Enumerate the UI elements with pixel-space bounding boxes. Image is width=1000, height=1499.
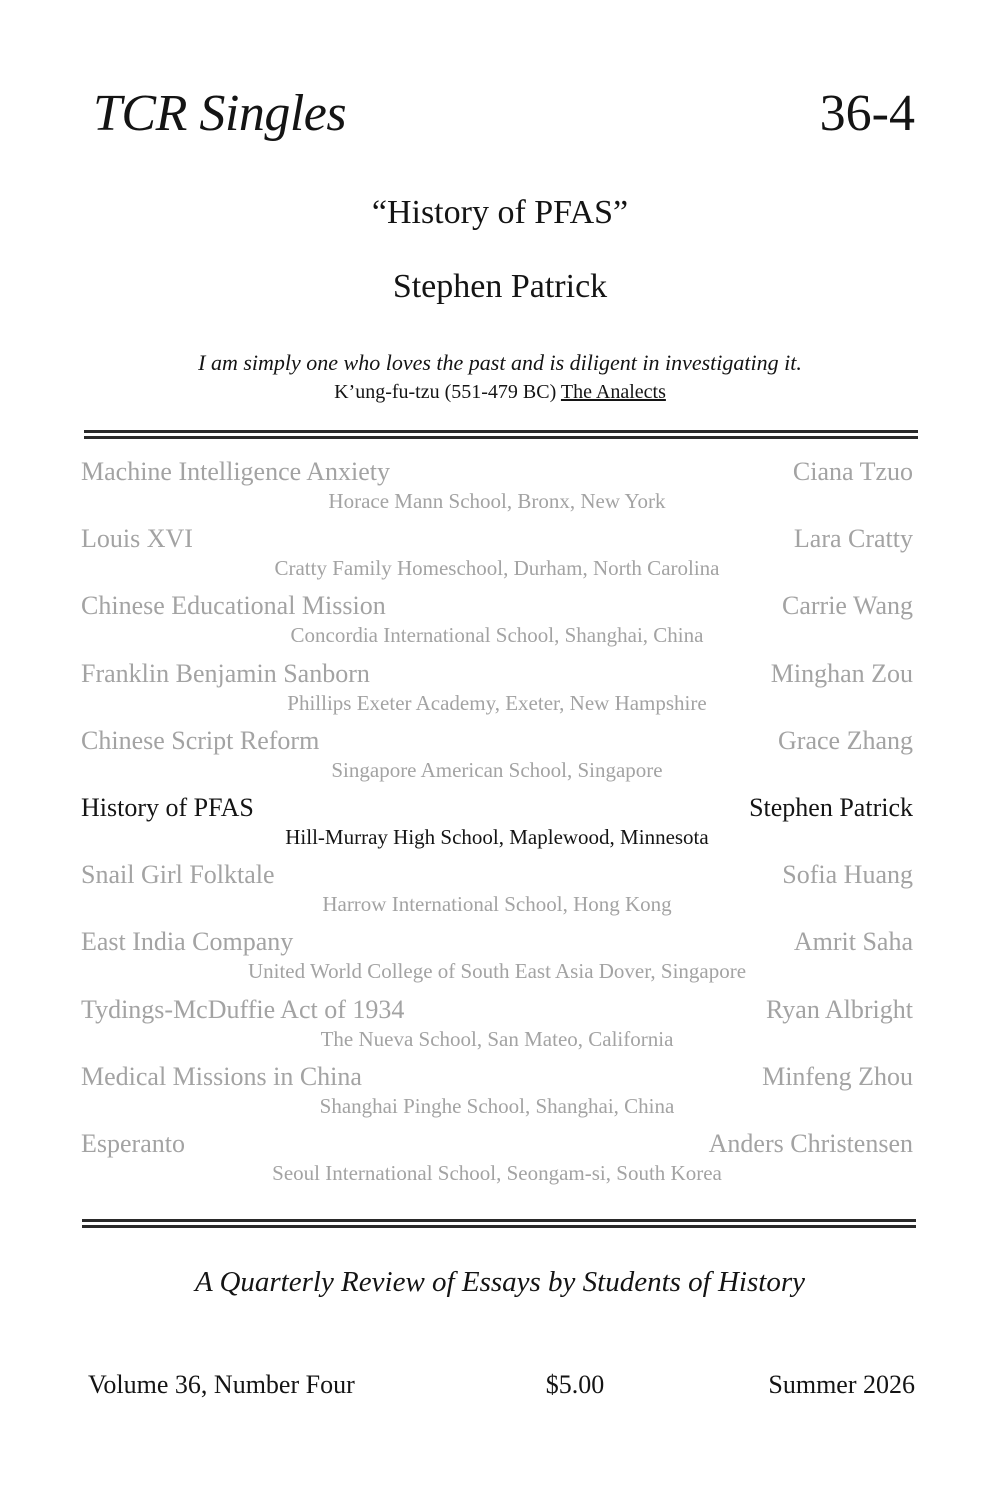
toc-entry-title: History of PFAS (81, 792, 254, 822)
footer-season: Summer 2026 (768, 1370, 915, 1399)
toc-entry (81, 996, 913, 1063)
toc-entry-author: Stephen Patrick (749, 792, 913, 822)
toc-entry-author: Grace Zhang (778, 725, 913, 755)
toc-entry-author: Ciana Tzuo (792, 457, 913, 486)
toc-entry-school: United World College of South East Asia Dover, Singapore (247, 959, 747, 984)
toc-entry-school: Cratty Family Homeschool, Durham, North Carolina (274, 556, 720, 581)
toc-entry-author: Ryan Albright (765, 994, 913, 1024)
toc-entry-author: Sofia Huang (782, 860, 913, 890)
double-rule-bottom (82, 1219, 916, 1228)
essay-author: Stephen Patrick (392, 268, 608, 305)
epigraph-quote: I am simply one who loves the past and is diligent in investigating it. (198, 350, 802, 375)
toc-entry (81, 727, 913, 794)
toc-entry-title: Chinese Educational Mission (81, 591, 386, 621)
toc-entry-author: Minfeng Zhou (762, 1061, 913, 1091)
epigraph-book: The Analects (560, 381, 666, 403)
toc-entry (81, 794, 913, 861)
toc-entry (81, 458, 913, 525)
toc-entry-title: Franklin Benjamin Sanborn (81, 658, 370, 688)
footer-volume: Volume 36, Number Four (88, 1370, 355, 1399)
toc-entry-school: Harrow International School, Hong Kong (322, 892, 672, 917)
toc-entry (81, 592, 913, 659)
toc-entry-title: Chinese Script Reform (81, 725, 320, 755)
toc-entry-title: Machine Intelligence Anxiety (81, 457, 391, 486)
toc-entry-title: Tydings-McDuffie Act of 1934 (81, 994, 405, 1024)
toc-entry-author: Amrit Saha (793, 927, 913, 957)
toc-entry-school: Horace Mann School, Bronx, New York (328, 489, 666, 513)
toc-entry-title: Medical Missions in China (81, 1061, 362, 1091)
toc-entry (81, 1063, 913, 1130)
toc-entry-school: Singapore American School, Singapore (331, 757, 663, 782)
double-rule-top (84, 430, 918, 439)
toc-entry-author: Minghan Zou (770, 658, 913, 688)
epigraph-attribution (0, 380, 1000, 404)
toc-entry-school: Concordia International School, Shanghai, China (290, 623, 704, 648)
tagline: A Quarterly Review of Essays by Students of History (195, 1266, 805, 1298)
toc-entry (81, 525, 913, 592)
epigraph-author: K’ung-fu-tzu (551-479 BC) (334, 381, 557, 403)
toc-entry-title: Snail Girl Folktale (81, 860, 275, 890)
essay-title: “History of PFAS” (371, 194, 629, 231)
footer-price: $5.00 (545, 1370, 605, 1399)
toc-entry-school: The Nueva School, San Mateo, California (320, 1026, 674, 1051)
series-title: TCR Singles (93, 85, 347, 142)
toc-entry-title: Esperanto (81, 1128, 185, 1158)
toc-entry-author: Carrie Wang (782, 591, 913, 621)
toc-entry-school: Seoul International School, Seongam-si, South Korea (272, 1160, 722, 1185)
toc-entry-title: Louis XVI (81, 524, 193, 554)
toc-entry-author: Anders Christensen (708, 1128, 913, 1158)
table-of-contents (81, 458, 913, 1197)
toc-entry (81, 1130, 913, 1197)
toc-entry-title: East India Company (81, 927, 294, 957)
toc-entry-school: Hill-Murray High School, Maplewood, Minnesota (285, 824, 709, 849)
toc-entry (81, 660, 913, 727)
issue-number: 36-4 (819, 85, 915, 142)
toc-entry-author: Lara Cratty (793, 524, 913, 554)
toc-entry (81, 861, 913, 928)
toc-entry-school: Phillips Exeter Academy, Exeter, New Hampshire (287, 690, 707, 715)
toc-entry-school: Shanghai Pinghe School, Shanghai, China (319, 1093, 675, 1118)
toc-entry (81, 928, 913, 995)
